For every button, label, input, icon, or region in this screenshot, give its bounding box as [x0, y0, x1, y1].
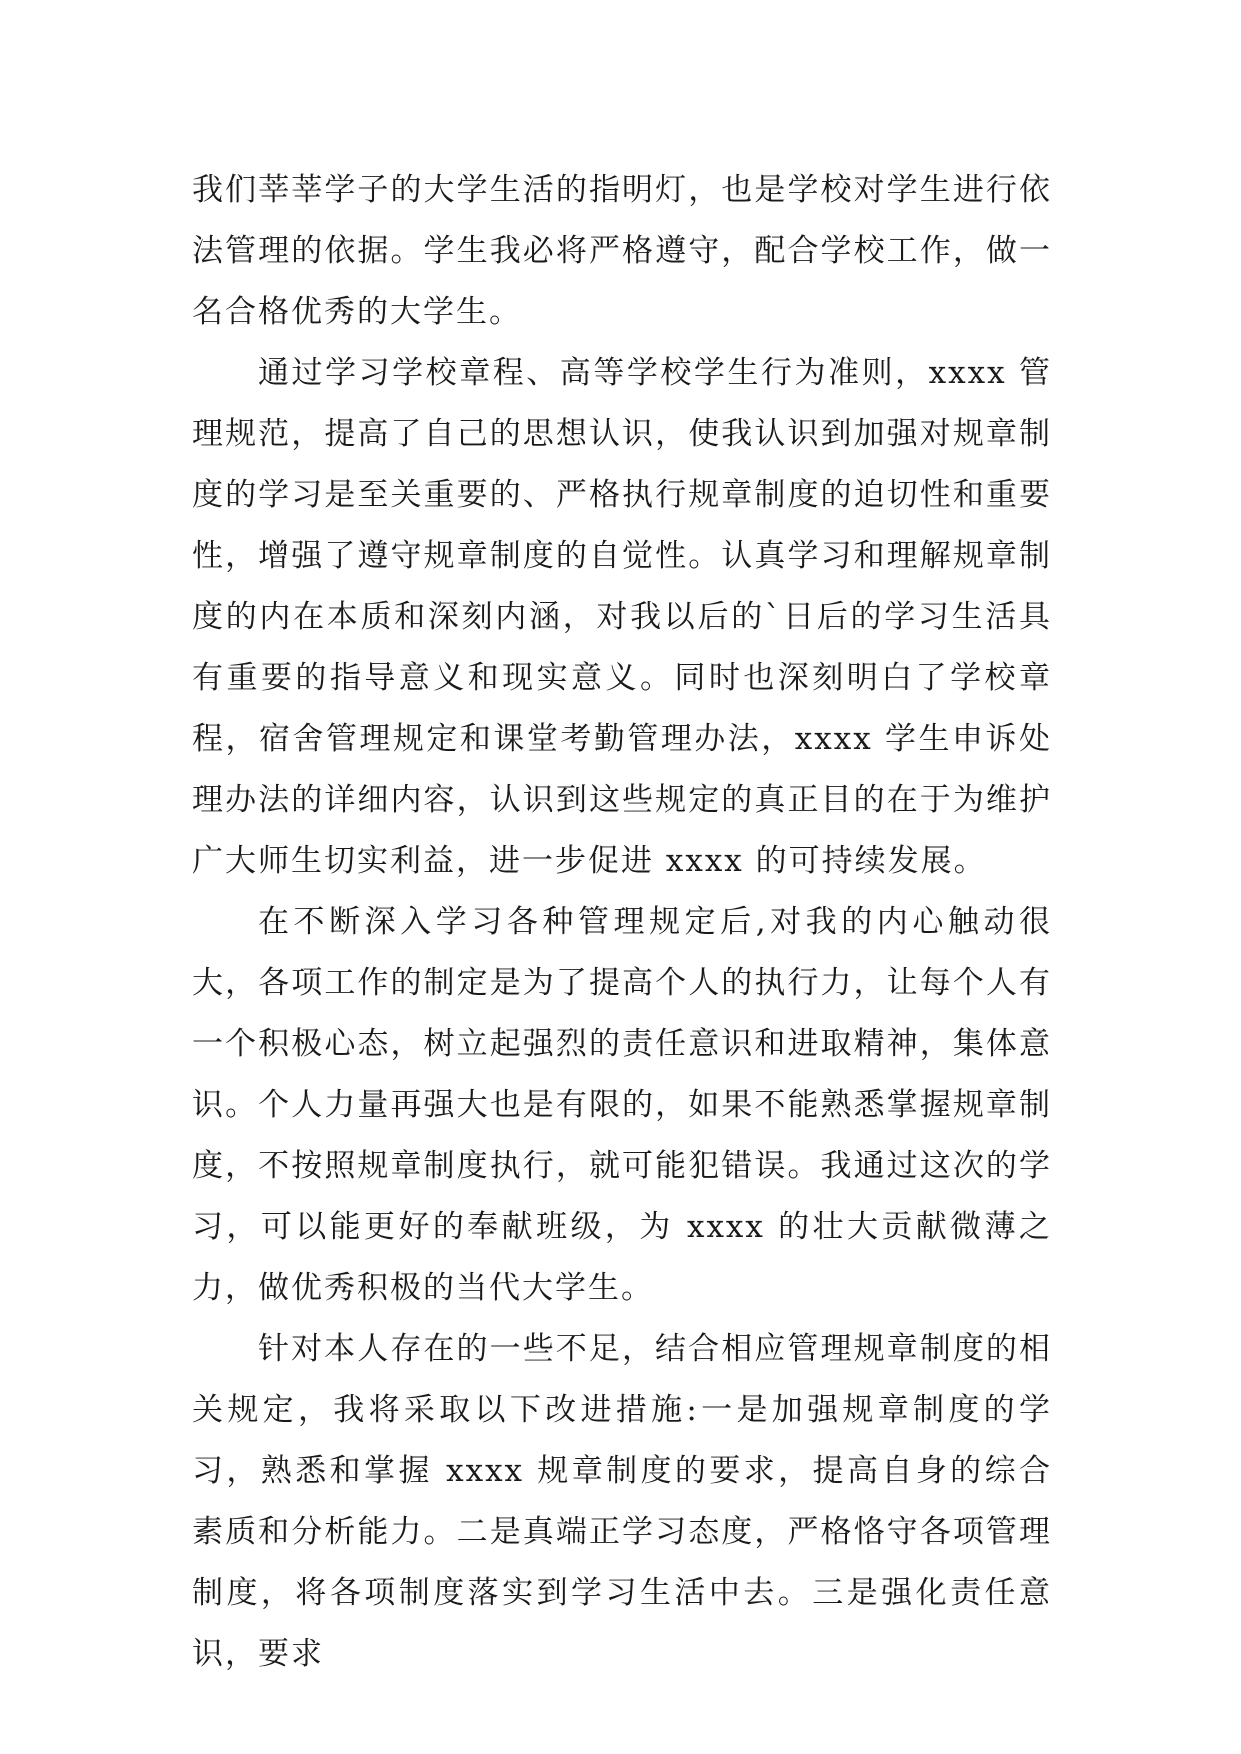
- paragraph-4: 针对本人存在的一些不足，结合相应管理规章制度的相关规定，我将采取以下改进措施:一是加强规章制度的学习，熟悉和掌握 xxxx 规章制度的要求，提高自身的综合素质和分析能力。二是真端正学习态度，严格恪守各项管理制度，将各项制度落实到学习生活中去。三是强化责任意识，要求: [192, 1331, 1052, 1672]
- paragraph-2: 通过学习学校章程、高等学校学生行为准则，xxxx 管理规范，提高了自己的思想认识，使我认识到加强对规章制度的学习是至关重要的、严格执行规章制度的迫切性和重要性，增强了遵守规章制度的自觉性。认真学习和理解规章制度的内在本质和深刻内涵，对我以后的`日后的学习生活具有重要的指导意义和现实意义。同时也深刻明白了学校章程，宿舍管理规定和课堂考勤管理办法，xxxx 学生申诉处理办法的详细内容，认识到这些规定的真正目的在于为维护广大师生切实利益，进一步促进 xxxx 的可持续发展。: [192, 355, 1052, 879]
- paragraph-1: 我们莘莘学子的大学生活的指明灯，也是学校对学生进行依法管理的依据。学生我必将严格遵守，配合学校工作，做一名合格优秀的大学生。: [192, 172, 1052, 330]
- paragraph-3: 在不断深入学习各种管理规定后,对我的内心触动很大，各项工作的制定是为了提高个人的执行力，让每个人有一个积极心态，树立起强烈的责任意识和进取精神，集体意识。个人力量再强大也是有限的，如果不能熟悉掌握规章制度，不按照规章制度执行，就可能犯错误。我通过这次的学习，可以能更好的奉献班级，为 xxxx 的壮大贡献微薄之力，做优秀积极的当代大学生。: [192, 904, 1052, 1306]
- document-body: [192, 160, 1052, 1685]
